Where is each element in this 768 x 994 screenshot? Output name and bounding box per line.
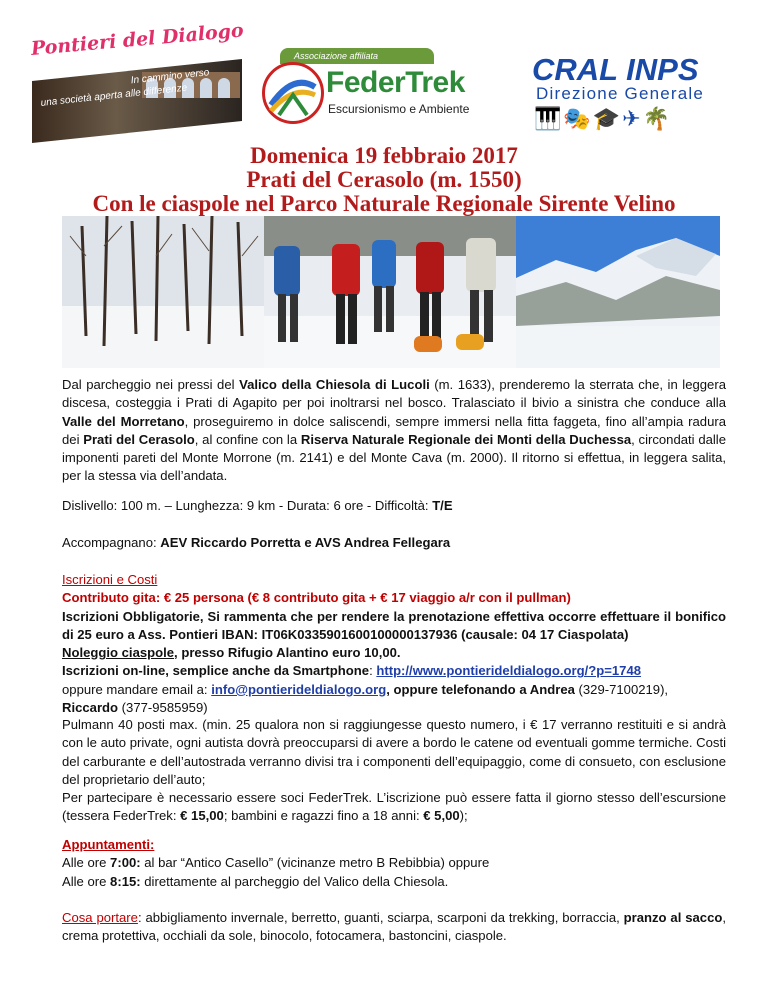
costs-contribution: Contributo gita: € 25 persona (€ 8 contributo gita + € 17 viaggio a/r con il pullman) xyxy=(62,590,571,606)
membership-price-adult: € 15,00 xyxy=(180,808,224,824)
meeting-time-1: 7:00: xyxy=(110,855,141,871)
online-colon: : xyxy=(369,663,377,679)
snowy-mountain-photo xyxy=(516,216,720,368)
guides-label: Accompagnano: xyxy=(62,535,161,550)
pontieri-logo xyxy=(30,19,245,148)
signup-link[interactable]: http://www.pontierideldialogo.org/?p=1748 xyxy=(376,663,642,679)
hiker-emblem-icon xyxy=(265,65,321,121)
contact-phone-2: (377-9585959) xyxy=(118,700,208,716)
desc-text-1: Dal parcheggio nei pressi del xyxy=(62,377,240,392)
contact-name-1: Andrea xyxy=(529,681,575,697)
desc-text-4: , al confine con la xyxy=(194,431,301,447)
pontieri-brand: Pontieri del Dialogo xyxy=(30,19,245,60)
bring-text-2: , crema protettiva, occhiali da sole, binocolo, fotocamera, bastoncini, ciaspole. xyxy=(62,910,726,944)
costs-heading: Iscrizioni e Costi xyxy=(62,572,158,587)
meeting-l2-pre: Alle ore xyxy=(62,873,111,889)
costs-online xyxy=(62,662,726,680)
meeting-l2-text: direttamente al parcheggio del Valico della Chiesola. xyxy=(140,873,449,889)
meeting-time-2: 8:15: xyxy=(110,873,141,889)
mail-mid: , oppure telefonando a xyxy=(386,681,530,697)
mail-pre: oppure mandare email a: xyxy=(62,681,212,697)
snowshoe-hikers-photo xyxy=(264,216,516,368)
motto-line-2: una società aperta alle differenze xyxy=(40,82,188,109)
bring-heading: Cosa portare xyxy=(62,910,138,925)
title-subtitle: Con le ciaspole nel Parco Naturale Regionale Sirente Velino xyxy=(92,191,676,216)
federtrek-tagline: Escursionismo e Ambiente xyxy=(328,102,470,116)
stats-difficulty: T/E xyxy=(432,498,453,513)
cral-inps-logo xyxy=(532,52,742,136)
membership-paragraph xyxy=(62,789,726,826)
federtrek-emblem xyxy=(262,62,324,124)
costs-mandatory: Iscrizioni Obbligatorie, Si rammenta che per rendere la prenotazione effettiva occorre effettuare il bonifico di 25 euro a Ass. Pontieri IBAN: IT06K0335901600100000137936 (causale: 04 17 Ciaspolata) xyxy=(62,608,726,642)
trip-stats xyxy=(62,497,726,515)
guides xyxy=(62,534,726,552)
bus-info xyxy=(62,716,726,826)
desc-text-5: , circondati dalle imponenti pareti del Monte Morrone (m. 2141) e del Monte Cava (m. 2000). Il ritorno si effettua, in leggera salita, per la stessa via dell’andata. xyxy=(62,431,726,484)
stats-text: Dislivello: 100 m. – Lunghezza: 9 km - Durata: 6 ore - Difficoltà: xyxy=(62,498,433,513)
desc-text-2: (m. 1633), prenderemo la sterrata che, in leggera discesa, costeggia i Prati di Agapito per poi inoltrarsi nel bosco. Tralasciato il bivio a sinistra che conduce alla xyxy=(62,377,726,411)
rental-label: Noleggio ciaspole xyxy=(62,645,175,661)
route-description xyxy=(62,376,726,486)
federtrek-brand: FederTrek xyxy=(326,66,465,99)
meeting-line-2 xyxy=(62,873,726,891)
federtrek-affiliation: Associazione affiliata xyxy=(280,48,434,64)
desc-bold-4: Riserva Naturale Regionale dei Monti della Duchessa xyxy=(300,431,632,447)
desc-bold-2: Valle del Morretano xyxy=(62,413,185,429)
rental-text: , presso Rifugio Alantino euro 10,00. xyxy=(174,645,401,661)
meeting-line-1 xyxy=(62,854,726,872)
forest-photo xyxy=(62,216,264,368)
desc-text-3: , proseguiremo in dolce saliscendi, sempre immersi nella fitta faggeta, fino all’ampia radura dei xyxy=(62,413,727,447)
email-link[interactable]: info@pontierideldialogo.org xyxy=(211,681,387,697)
motto-line-1: In cammino verso xyxy=(130,67,210,87)
contact-phone-1: (329-7100219), xyxy=(574,681,669,697)
membership-text-1: Per partecipare è necessario essere soci FederTrek. L’iscrizione può essere fatta il giorno stesso dell’escursione (tessera FederTrek: xyxy=(62,790,726,824)
membership-text-3: ); xyxy=(459,808,468,824)
cral-activity-icons: 🎹🎭🎓✈🌴 xyxy=(534,106,673,131)
meeting-l1-text: al bar “Antico Casello” (vicinanze metro B Rebibbia) oppure xyxy=(140,855,490,871)
desc-bold-3: Prati del Cerasolo xyxy=(83,431,195,447)
bus-paragraph: Pulmann 40 posti max. (min. 25 qualora non si raggiungesse questo numero, i € 17 verranno restituiti e si andrà con le auto private, ogni autista dovrà preoccuparsi di avere a bordo le catene od eventuali gomme termiche. Costi del carburante e dell’autostrada verranno divisi tra i componenti dell’equipaggio, come di consueto, con esclusione del proprietario dell’auto; xyxy=(62,717,726,787)
cral-subtitle: Direzione Generale xyxy=(536,84,705,103)
meeting-section xyxy=(62,836,726,891)
cral-brand: CRAL INPS xyxy=(532,52,699,87)
title-place: Prati del Cerasolo (m. 1550) xyxy=(246,167,522,192)
bring-bold: pranzo al sacco xyxy=(623,910,723,925)
online-label: Iscrizioni on-line, semplice anche da Smartphone xyxy=(62,663,370,679)
costs-section xyxy=(62,571,726,717)
contact-name-2: Riccardo xyxy=(62,700,119,716)
membership-text-2: ; bambini e ragazzi fino a 18 anni: xyxy=(223,808,424,824)
meeting-l1-pre: Alle ore xyxy=(62,855,111,871)
meeting-heading: Appuntamenti: xyxy=(62,837,155,852)
membership-price-child: € 5,00 xyxy=(423,808,460,824)
federtrek-logo xyxy=(262,48,497,126)
title-date: Domenica 19 febbraio 2017 xyxy=(250,143,518,168)
costs-rental xyxy=(62,644,726,662)
guides-names: AEV Riccardo Porretta e AVS Andrea Fellegara xyxy=(160,535,451,550)
what-to-bring xyxy=(62,909,726,946)
desc-bold-1: Valico della Chiesola di Lucoli xyxy=(239,377,430,392)
bring-text-1: : abbigliamento invernale, berretto, guanti, sciarpa, scarponi da trekking, borraccia, xyxy=(137,910,624,925)
costs-contacts xyxy=(62,681,726,718)
